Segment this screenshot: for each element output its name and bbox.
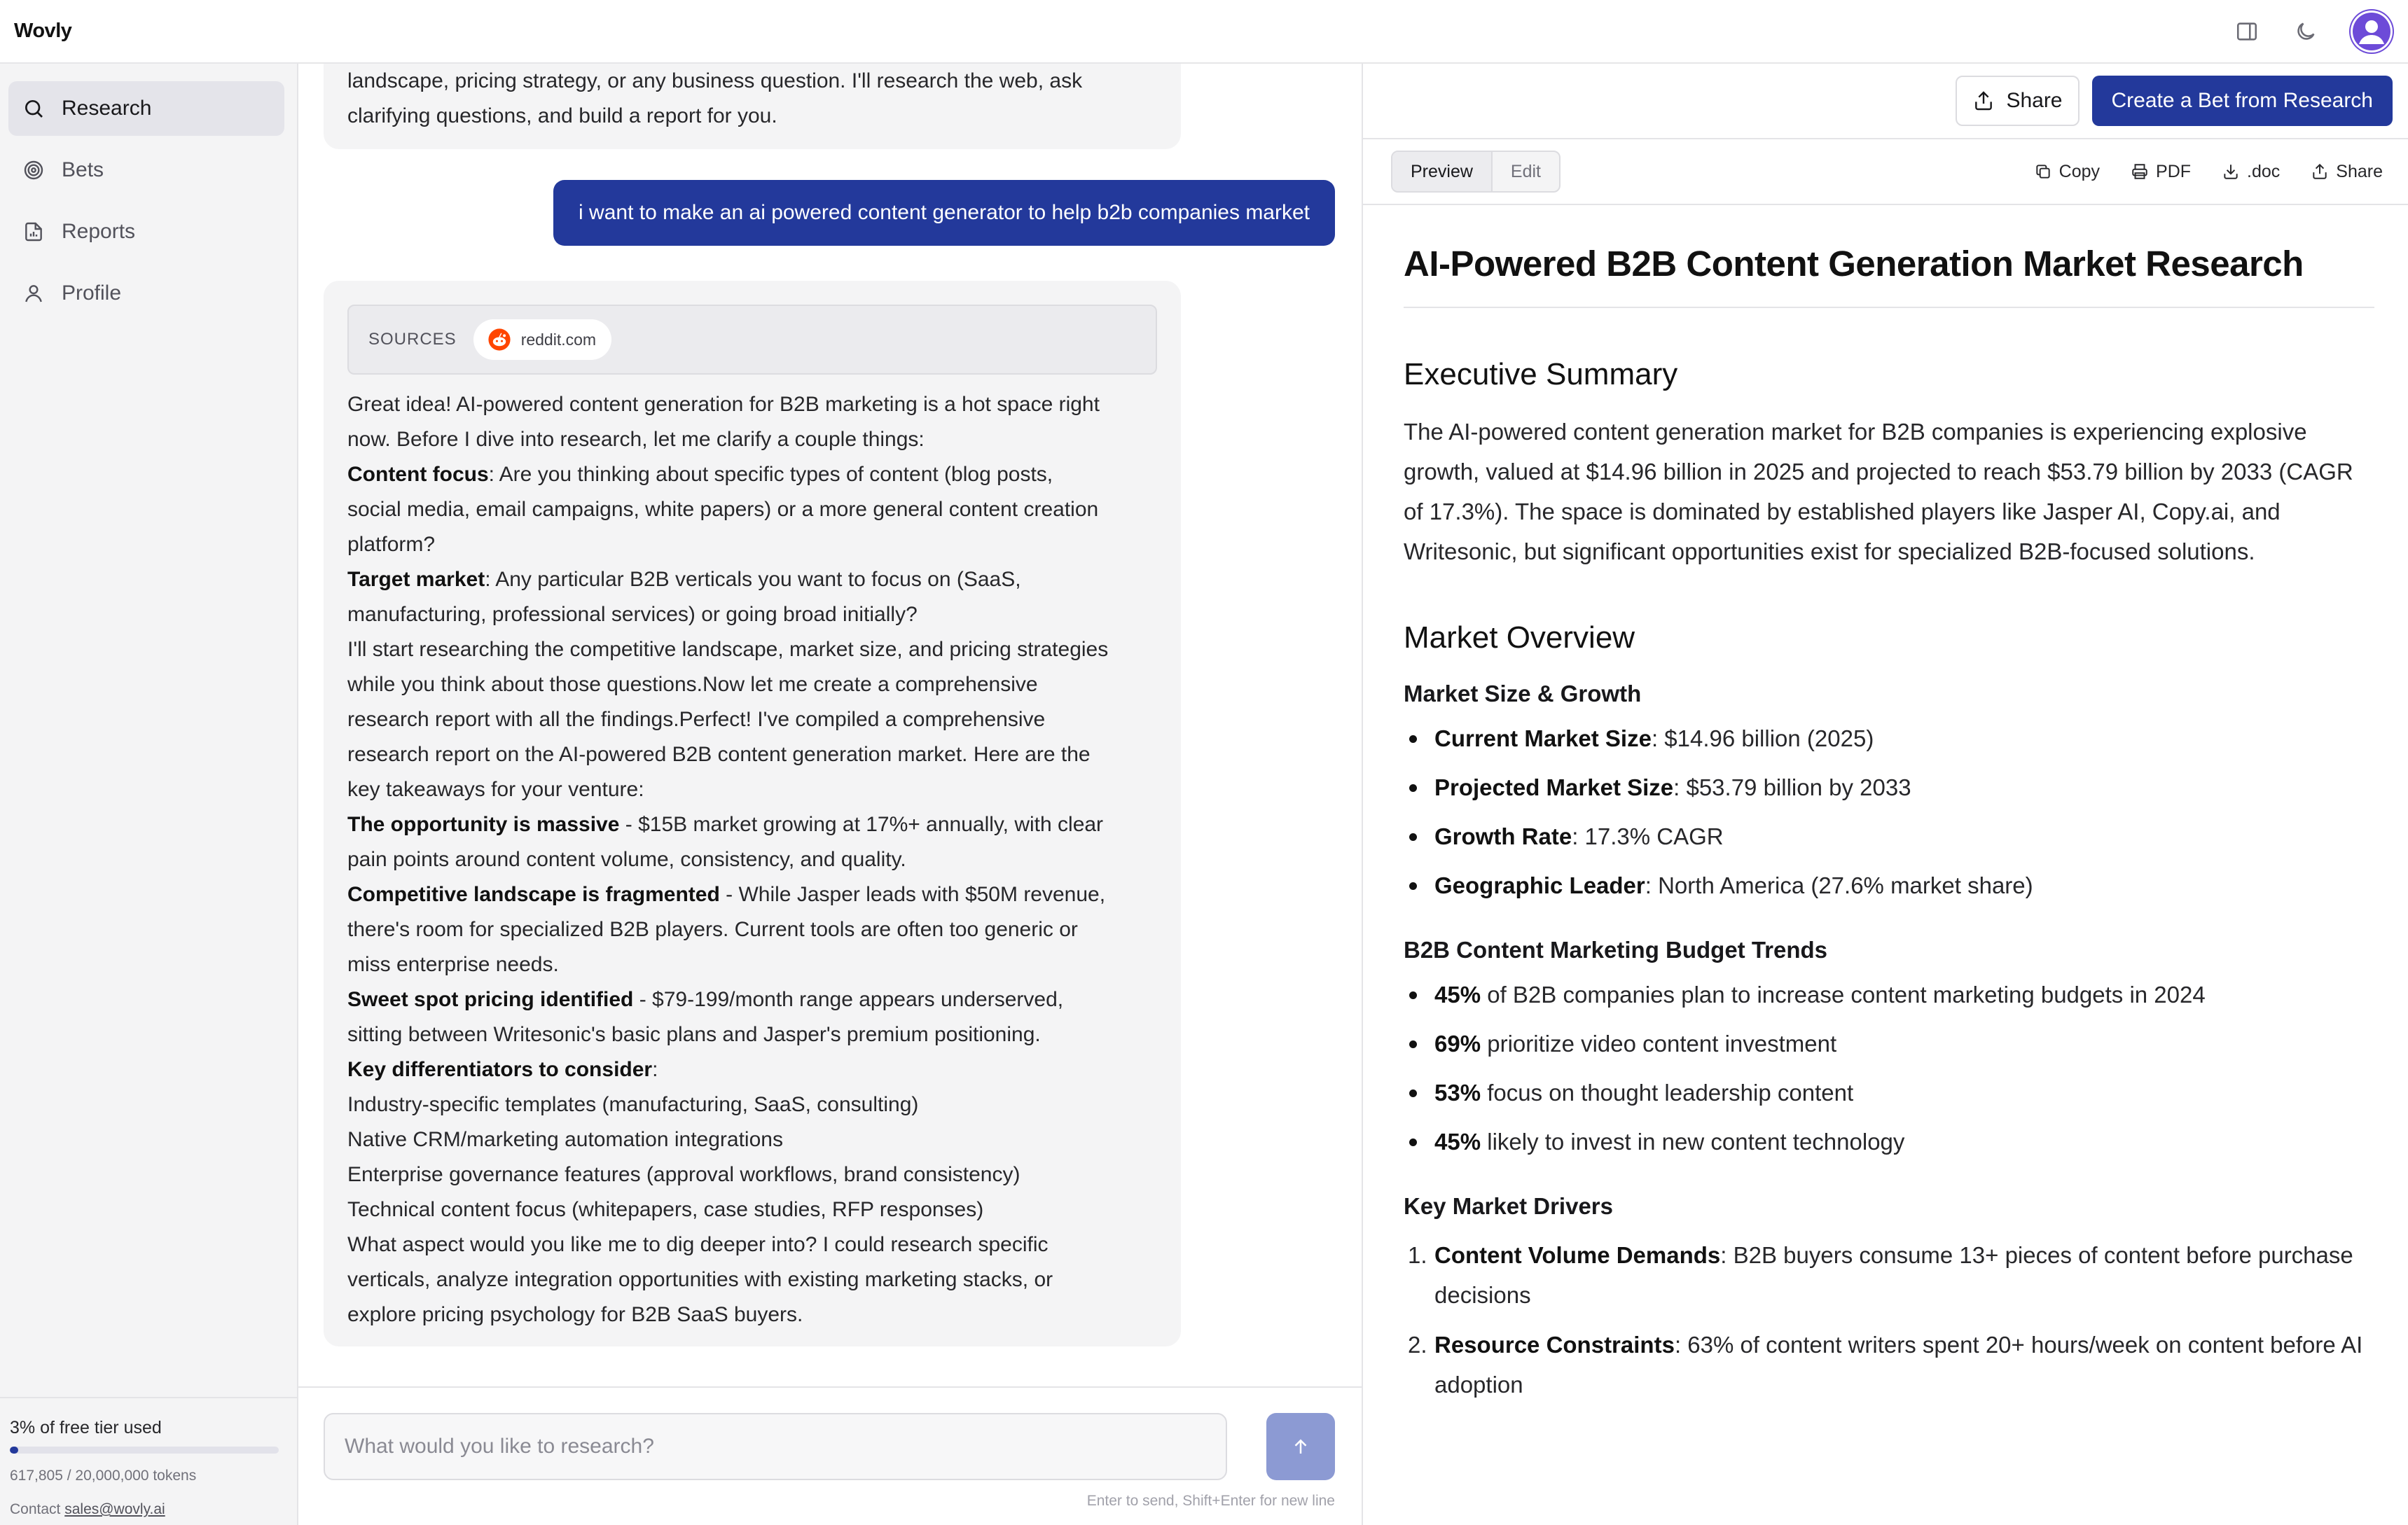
list-item-text: : $14.96 billion (2025) xyxy=(1651,725,1874,751)
reply-line: research report on the AI-powered B2B content generation market. Here are the xyxy=(347,743,1091,766)
tier-usage-fill xyxy=(10,1447,18,1454)
market-overview-heading: Market Overview xyxy=(1404,620,1635,655)
reply-line xyxy=(347,457,1157,492)
reply-bold: Target market xyxy=(347,568,485,591)
list-item-text: : $53.79 billion by 2033 xyxy=(1673,774,1911,800)
brand-logo[interactable]: Wovly xyxy=(14,20,72,42)
list-item-number: 1. xyxy=(1408,1242,1427,1268)
list-item-text: : 63% of content writers spent 20+ hours/week on content before AI adoption xyxy=(1434,1332,2363,1398)
sidebar xyxy=(0,64,298,1525)
list-item xyxy=(1404,1325,2374,1405)
reply-line: social media, email campaigns, white papers) or a more general content creation xyxy=(347,498,1099,521)
list-item-bold: Projected Market Size xyxy=(1434,774,1674,800)
reply-text: : Are you thinking about specific types of content (blog posts, xyxy=(488,463,1053,486)
list-item xyxy=(1404,1028,2374,1060)
token-count: 617,805 / 20,000,000 tokens xyxy=(10,1468,197,1484)
market-size-list xyxy=(1404,723,2374,902)
reply-line: pain points around content volume, consistency, and quality. xyxy=(347,848,906,871)
list-item-bold: 69% xyxy=(1434,1031,1481,1057)
copy-button[interactable] xyxy=(2034,162,2100,182)
usage-panel xyxy=(0,1397,297,1525)
send-button[interactable] xyxy=(1266,1413,1335,1480)
user-icon xyxy=(22,282,45,305)
copy-icon xyxy=(2034,162,2052,181)
executive-summary-heading: Executive Summary xyxy=(1404,357,1678,391)
reply-line: manufacturing, professional services) or going broad initially? xyxy=(347,603,918,626)
reply-line xyxy=(347,877,1157,912)
reply-bold: The opportunity is massive xyxy=(347,813,620,836)
reply-line: Great idea! AI-powered content generation for B2B marketing is a hot space right xyxy=(347,393,1100,416)
reply-text: - $79-199/month range appears underserved, xyxy=(633,988,1064,1011)
reply-bold: Competitive landscape is fragmented xyxy=(347,883,720,906)
list-item xyxy=(1404,1235,2374,1315)
list-item-bold: Geographic Leader xyxy=(1434,872,1645,898)
sources-box xyxy=(347,305,1157,375)
executive-summary-body: The AI-powered content generation market for B2B companies is experiencing explosive growth, valued at $14.96 billion in 2025 and projected to reach $53.79 billion by 2033 (CAGR of 17.3%). The space is dominated by established players like Jasper AI, Copy.ai, and Writesonic, but significant opportunities exist for specialized B2B-focused solutions. xyxy=(1404,419,2353,564)
contact-email-link[interactable]: sales@wovly.ai xyxy=(64,1501,165,1517)
pdf-label: PDF xyxy=(2156,161,2192,181)
reply-text: - $15B market growing at 17%+ annually, with clear xyxy=(619,813,1104,836)
reply-line: now. Before I dive into research, let me clarify a couple things: xyxy=(347,428,925,451)
user-message: i want to make an ai powered content generator to help b2b companies market xyxy=(553,180,1335,246)
doc-button[interactable] xyxy=(2222,162,2280,182)
avatar[interactable] xyxy=(2349,9,2394,54)
share-button[interactable] xyxy=(1956,76,2079,126)
tier-usage-bar xyxy=(10,1447,279,1454)
copy-label: Copy xyxy=(2058,161,2101,181)
tier-usage-label: 3% of free tier used xyxy=(10,1418,162,1437)
create-bet-button[interactable]: Create a Bet from Research xyxy=(2092,76,2393,126)
reply-bold: Content focus xyxy=(347,463,489,486)
sidebar-item-label: Bets xyxy=(62,158,104,181)
reply-line: verticals, analyze integration opportunities with existing marketing stacks, or xyxy=(347,1268,1053,1291)
pdf-button[interactable] xyxy=(2131,162,2191,182)
list-item xyxy=(1404,1077,2374,1109)
reply-line: sitting between Writesonic's basic plans and Jasper's premium positioning. xyxy=(347,1023,1041,1046)
arrow-up-icon xyxy=(1290,1436,1311,1457)
sidebar-item-label: Profile xyxy=(62,281,122,305)
list-item-text: focus on thought leadership content xyxy=(1481,1080,1854,1106)
list-item xyxy=(1404,1126,2374,1158)
sidebar-item-bets[interactable] xyxy=(8,143,284,197)
contact-line xyxy=(10,1501,287,1518)
list-item-bold: Growth Rate xyxy=(1434,823,1572,849)
reply-text: : Any particular B2B verticals you want to focus on (SaaS, xyxy=(485,568,1021,591)
list-item-bold: 45% xyxy=(1434,1129,1481,1155)
share-button-label: Share xyxy=(2006,89,2063,112)
reply-text: - While Jasper leads with $50M revenue, xyxy=(719,883,1106,906)
reply-line: research report with all the findings.Perfect! I've compiled a comprehensive xyxy=(347,708,1046,731)
download-icon xyxy=(2222,162,2240,181)
list-item-text: prioritize video content investment xyxy=(1481,1031,1837,1057)
dark-mode-icon[interactable] xyxy=(2290,16,2321,47)
reply-line: key takeaways for your venture: xyxy=(347,778,644,801)
list-item xyxy=(1404,723,2374,755)
market-drivers-list xyxy=(1404,1235,2374,1405)
report-toolbar xyxy=(1363,64,2408,139)
view-toggle xyxy=(1391,151,1561,193)
list-item-text: likely to invest in new content technology xyxy=(1481,1129,1905,1155)
reply-line: I'll start researching the competitive landscape, market size, and pricing strategies xyxy=(347,638,1109,661)
research-input[interactable] xyxy=(324,1413,1227,1480)
report-title: AI-Powered B2B Content Generation Market Research xyxy=(1404,243,2374,308)
share-upload-icon xyxy=(2311,162,2329,181)
sources-label: SOURCES xyxy=(368,330,457,349)
share-export-button[interactable] xyxy=(2311,162,2383,182)
market-size-heading: Market Size & Growth xyxy=(1404,681,1642,706)
list-item xyxy=(1404,821,2374,853)
reply-line: miss enterprise needs. xyxy=(347,953,559,976)
reply-line: while you think about those questions.Now let me create a comprehensive xyxy=(347,673,1038,696)
printer-icon xyxy=(2131,162,2149,181)
source-chip[interactable] xyxy=(473,319,611,360)
reply-line: Industry-specific templates (manufacturing, SaaS, consulting) xyxy=(347,1093,919,1116)
tab-preview[interactable]: Preview xyxy=(1392,152,1493,191)
share-export-label: Share xyxy=(2336,161,2383,181)
contact-prefix: Contact xyxy=(10,1501,65,1517)
list-item-bold: Content Volume Demands xyxy=(1434,1242,1721,1268)
file-chart-icon xyxy=(22,221,45,243)
reply-line: there's room for specialized B2B players. Current tools are often too generic or xyxy=(347,918,1078,941)
composer xyxy=(298,1386,1362,1525)
reply-bold: Key differentiators to consider xyxy=(347,1058,653,1081)
list-item-text: : 17.3% CAGR xyxy=(1572,823,1724,849)
sidebar-item-research[interactable] xyxy=(8,81,284,136)
reply-line xyxy=(347,1052,1157,1087)
reply-line xyxy=(347,562,1157,597)
list-item xyxy=(1404,772,2374,804)
list-item-bold: 53% xyxy=(1434,1080,1481,1106)
reply-line: Technical content focus (whitepapers, case studies, RFP responses) xyxy=(347,1198,984,1221)
reply-line: Enterprise governance features (approval workflows, brand consistency) xyxy=(347,1163,1020,1186)
share-upload-icon xyxy=(1972,90,1995,112)
list-item-text: : North America (27.6% market share) xyxy=(1645,872,2033,898)
sidebar-item-label: Research xyxy=(62,97,152,120)
reply-line: explore pricing psychology for B2B SaaS buyers. xyxy=(347,1303,803,1326)
doc-label: .doc xyxy=(2247,161,2281,181)
export-actions xyxy=(2034,162,2383,182)
target-icon xyxy=(22,159,45,181)
report-subbar xyxy=(1363,139,2408,205)
reply-body xyxy=(347,387,1157,1332)
tab-edit[interactable]: Edit xyxy=(1510,161,1542,181)
top-bar xyxy=(0,0,2408,64)
list-item xyxy=(1404,979,2374,1011)
list-item-text: of B2B companies plan to increase content marketing budgets in 2024 xyxy=(1481,982,2206,1008)
reply-line: Native CRM/marketing automation integrations xyxy=(347,1128,783,1151)
list-item-bold: 45% xyxy=(1434,982,1481,1008)
reply-line: What aspect would you like me to dig deeper into? I could research specific xyxy=(347,1233,1049,1256)
assistant-intro-message xyxy=(324,64,1181,149)
sidebar-item-reports[interactable] xyxy=(8,204,284,259)
market-drivers-heading: Key Market Drivers xyxy=(1404,1193,1613,1219)
reply-line xyxy=(347,807,1157,842)
panel-toggle-icon[interactable] xyxy=(2231,16,2262,47)
assistant-reply-message xyxy=(324,281,1181,1346)
reply-text: : xyxy=(652,1058,658,1081)
intro-line: clarifying questions, and build a report for you. xyxy=(347,104,777,127)
list-item-text: : B2B buyers consume 13+ pieces of content before purchase decisions xyxy=(1434,1242,2353,1308)
chat-panel xyxy=(298,64,1362,1525)
reddit-icon xyxy=(487,328,511,351)
report-panel xyxy=(1362,64,2408,1525)
search-icon xyxy=(22,97,45,120)
reply-bold: Sweet spot pricing identified xyxy=(347,988,634,1011)
budget-trends-list xyxy=(1404,979,2374,1158)
composer-hint: Enter to send, Shift+Enter for new line xyxy=(1086,1493,1335,1509)
sidebar-item-label: Reports xyxy=(62,220,136,243)
sidebar-nav xyxy=(0,64,297,321)
sidebar-item-profile[interactable] xyxy=(8,266,284,321)
list-item-bold: Current Market Size xyxy=(1434,725,1652,751)
top-actions xyxy=(2231,9,2394,54)
reply-line: platform? xyxy=(347,533,436,556)
list-item xyxy=(1404,870,2374,902)
list-item-number: 2. xyxy=(1408,1332,1427,1358)
list-item-bold: Resource Constraints xyxy=(1434,1332,1675,1358)
source-chip-label: reddit.com xyxy=(520,330,597,349)
reply-line xyxy=(347,982,1157,1017)
report-document xyxy=(1363,205,2408,1405)
budget-trends-heading: B2B Content Marketing Budget Trends xyxy=(1404,937,1828,963)
intro-line: landscape, pricing strategy, or any business question. I'll research the web, ask xyxy=(347,69,1083,92)
